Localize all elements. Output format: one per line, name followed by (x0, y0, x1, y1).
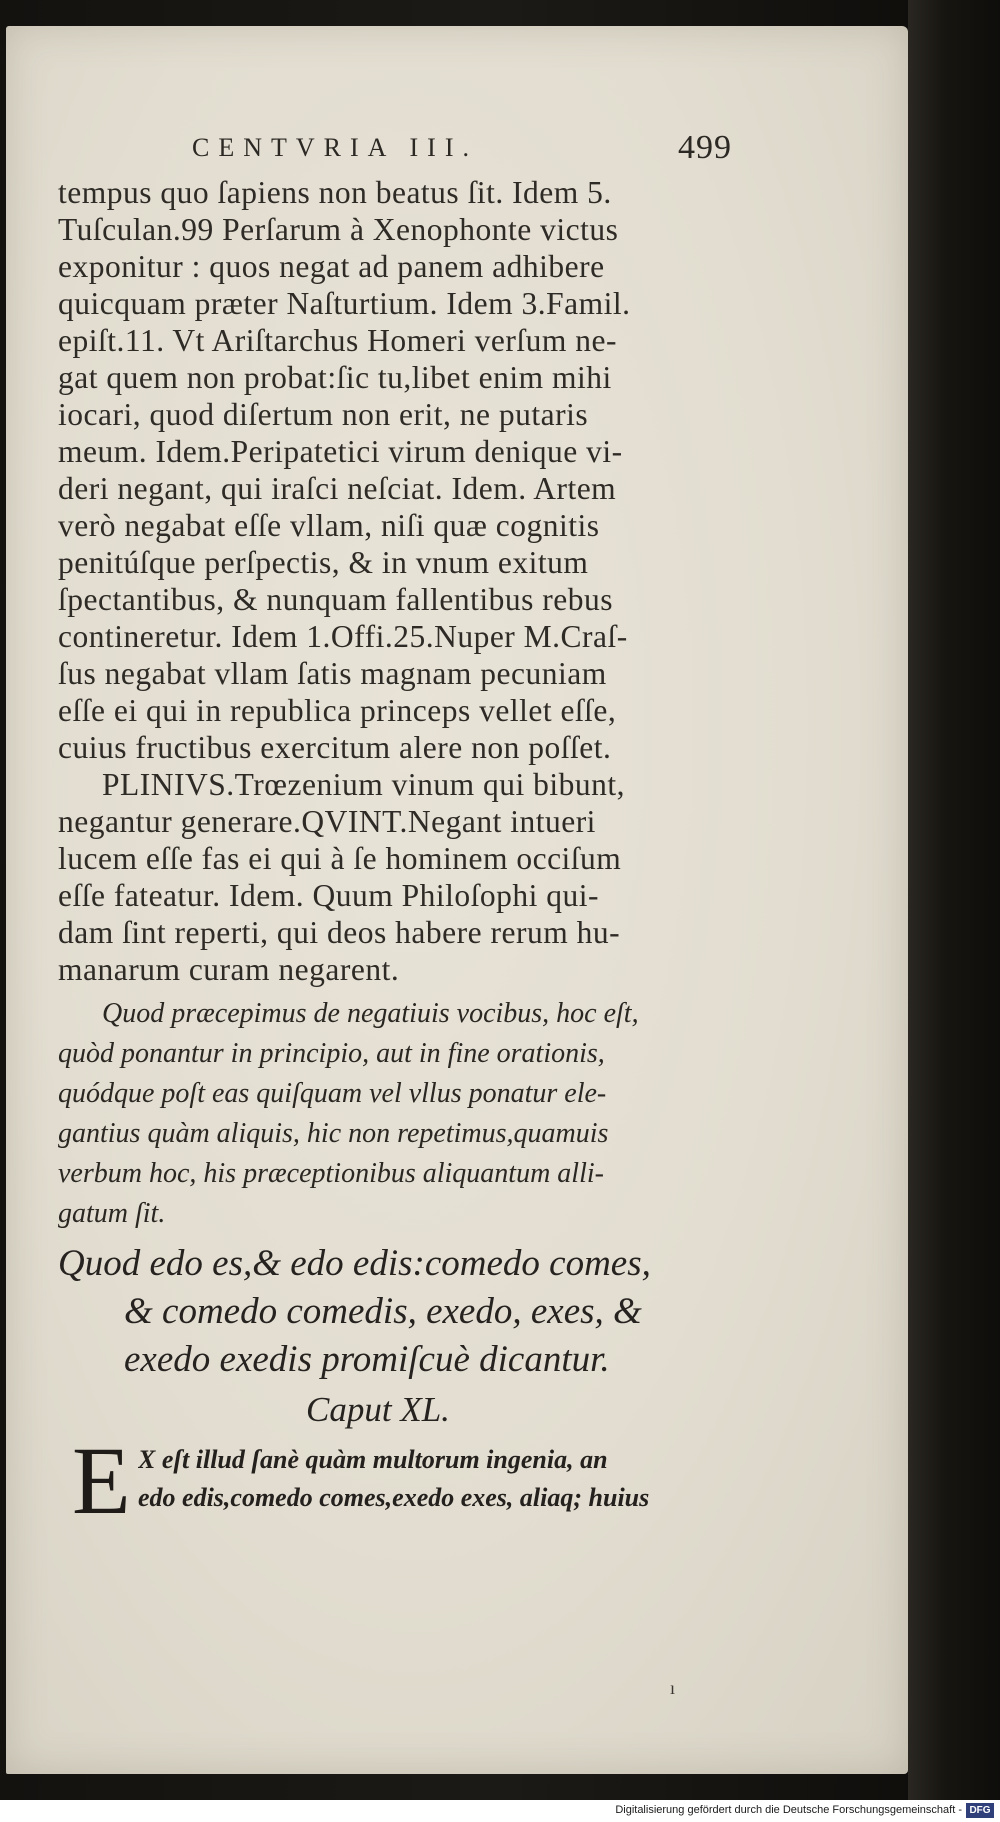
section-heading (58, 1240, 750, 1436)
dfg-logo-icon: DFG (966, 1803, 994, 1818)
text-line: cuius fructibus exercitum alere non poſſet. (58, 730, 612, 765)
italic-line: gantius quàm aliquis, hic non repetimus,quamuis (58, 1118, 609, 1149)
italic-line: gatum ſit. (58, 1198, 166, 1229)
paragraph-2 (58, 766, 750, 988)
text-line: contineretur. Idem 1.Offi.25.Nuper M.Craſ- (58, 619, 628, 654)
italic-note (58, 994, 750, 1234)
text-line: epiſt.11. Vt Ariſtarchus Homeri verſum ne- (58, 323, 618, 358)
text-line: deri negant, qui iraſci neſciat. Idem. Artem (58, 471, 617, 506)
italic-line: Quod præcepimus de negatiuis vocibus, hoc eſt, (102, 998, 639, 1029)
text-line: PLINIVS.Trœzenium vinum qui bibunt, (102, 767, 625, 802)
text-line: quicquam præter Naſturtium. Idem 3.Famil. (58, 286, 631, 321)
stray-ink-mark: ı (670, 1678, 676, 1698)
footer-credit: Digitalisierung gefördert durch die Deutsche Forschungsgemeinschaft - (615, 1804, 962, 1816)
text-line: Tuſculan.99 Perſarum à Xenophonte victus (58, 212, 619, 247)
heading-line: & comedo comedis, exedo, exes, & (124, 1291, 642, 1332)
text-line: eſſe fateatur. Idem. Quum Philoſophi qui- (58, 878, 600, 913)
text-line: exponitur : quos negat ad panem adhibere (58, 249, 605, 284)
running-title: CENTVRIA III. (192, 133, 478, 162)
text-line: iocari, quod diſertum non erit, ne putaris (58, 397, 589, 432)
paragraph-1 (58, 174, 750, 766)
text-line: dam ſint reperti, qui deos habere rerum hu- (58, 915, 621, 950)
initial-paragraph (58, 1427, 750, 1534)
text-line: lucem eſſe fas ei qui à ſe hominem occiſum (58, 841, 622, 876)
text-line: negantur generare.QVINT.Negant intueri (58, 804, 596, 839)
footer-bar (0, 1800, 1000, 1822)
text-line: verò negabat eſſe vllam, niſi quæ cognitis (58, 508, 600, 543)
text-block (58, 174, 750, 1534)
initial-line: X eſt illud ſanè quàm multorum ingenia, an (138, 1445, 608, 1474)
page-number: 499 (678, 129, 732, 166)
heading-line: exedo exedis promiſcuè dicantur. (124, 1339, 610, 1380)
chapter-title: Caput XL. (306, 1390, 450, 1429)
running-head (192, 126, 732, 170)
book-page (6, 26, 908, 1774)
italic-line: quódque poſt eas quiſquam vel vllus ponatur ele- (58, 1078, 607, 1109)
text-line: penitúſque perſpectis, & in vnum exitum (58, 545, 589, 580)
text-line: ſus negabat vllam ſatis magnam pecuniam (58, 656, 607, 691)
italic-line: quòd ponantur in principio, aut in fine orationis, (58, 1038, 605, 1069)
text-line: eſſe ei qui in republica princeps vellet eſſe, (58, 693, 617, 728)
text-line: manarum curam negarent. (58, 952, 400, 987)
text-line: meum. Idem.Peripatetici virum denique vi- (58, 434, 623, 469)
italic-line: verbum hoc, his præceptionibus aliquantum alli- (58, 1158, 604, 1189)
book-edge (908, 0, 1000, 1800)
drop-cap-initial: E (72, 1427, 131, 1534)
text-line: tempus quo ſapiens non beatus ſit. Idem 5. (58, 175, 612, 210)
heading-line: Quod edo es,& edo edis:comedo comes, (58, 1243, 651, 1284)
text-line: gat quem non probat:ſic tu,libet enim mihi (58, 360, 612, 395)
text-line: ſpectantibus, & nunquam fallentibus rebus (58, 582, 614, 617)
initial-line: edo edis,comedo comes,exedo exes, aliaq; huius (138, 1483, 650, 1512)
